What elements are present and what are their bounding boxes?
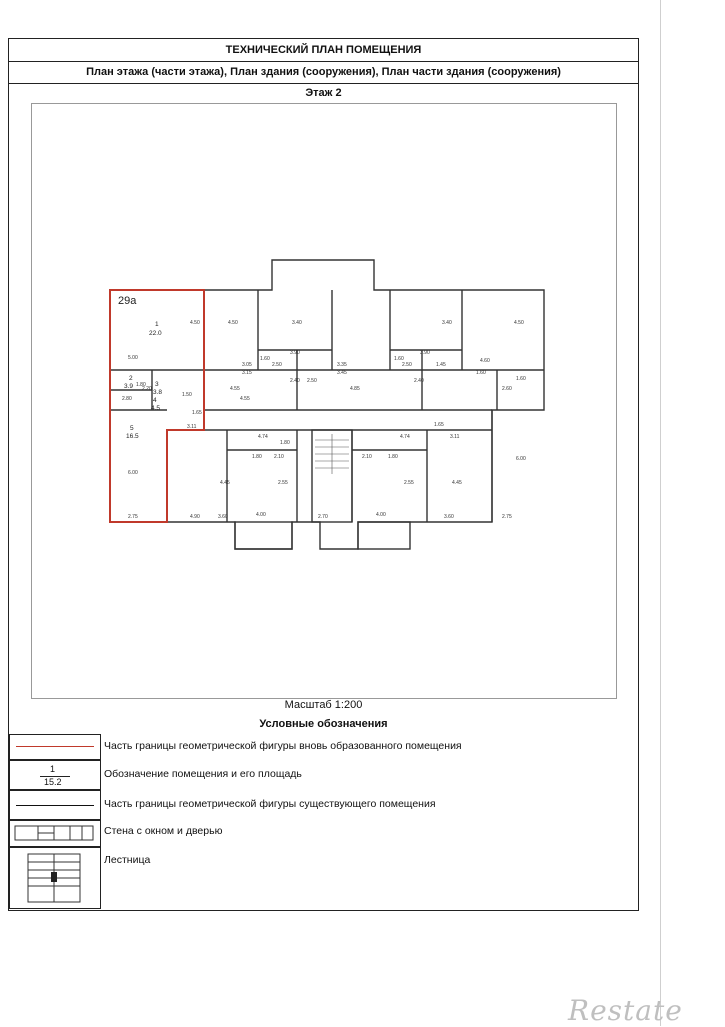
legend-label-room-area: Обозначение помещения и его площадь: [104, 768, 302, 780]
dimension-label: 1.80: [280, 440, 290, 446]
floor-plan-frame: [31, 103, 617, 699]
room-5-number: 5: [130, 425, 134, 432]
legend-label-existing-boundary: Часть границы геометрической фигуры существующего помещения: [104, 798, 436, 810]
dimension-label: 4.85: [350, 386, 360, 392]
legend-label-new-boundary: Часть границы геометрической фигуры вновь образованного помещения: [104, 740, 462, 752]
dimension-label: 3.45: [337, 370, 347, 376]
dimension-label: 2.70: [318, 514, 328, 520]
dimension-label: 4.55: [230, 386, 240, 392]
document-subtitle: План этажа (части этажа), План здания (сооружения), План части здания (сооружения): [9, 61, 638, 84]
dimension-label: 4.74: [400, 434, 410, 440]
unit-id-label: 29a: [118, 295, 137, 307]
legend-symbol-wall: [9, 820, 101, 847]
restate-watermark-logo: Restate: [568, 994, 683, 1027]
dimension-label: 4.50: [190, 320, 200, 326]
dimension-label: 3.11: [187, 424, 197, 430]
legend-room-area: 15.2: [44, 777, 62, 787]
room-2-area: 3.9: [124, 383, 134, 390]
dimension-label: 4.45: [220, 480, 230, 486]
legend-symbol-existing-boundary: [9, 790, 101, 820]
dimension-label: 2.40: [290, 378, 300, 384]
technical-plan-sheet: [8, 38, 639, 911]
room-3-number: 3: [155, 381, 159, 388]
legend-title: Условные обозначения: [259, 718, 388, 730]
dimension-label: 3.90: [290, 350, 300, 356]
dimension-label: 2.75: [502, 514, 512, 520]
dimension-label: 2.10: [274, 454, 284, 460]
dimension-label: 2.50: [307, 378, 317, 384]
dimension-label: 2.50: [272, 362, 282, 368]
adjacent-page-edge: [660, 0, 725, 1026]
dimension-label: 1.60: [476, 370, 486, 376]
dimension-label: 3.11: [450, 434, 460, 440]
room-1-number: 1: [155, 321, 159, 328]
dimension-label: 6.00: [516, 456, 526, 462]
dimension-label: 3.05: [242, 362, 252, 368]
dimension-label: 2.55: [404, 480, 414, 486]
floor-plan-drawing: [32, 104, 618, 700]
dimension-label: 3.40: [292, 320, 302, 326]
dimension-label: 1.60: [516, 376, 526, 382]
legend-room-number: 1: [50, 764, 56, 774]
document-title: ТЕХНИЧЕСКИЙ ПЛАН ПОМЕЩЕНИЯ: [9, 39, 638, 62]
dimension-label: 4.55: [240, 396, 250, 402]
room-2-number: 2: [129, 375, 133, 382]
dimension-label: 4.00: [376, 512, 386, 518]
room-5-area: 16.5: [126, 433, 139, 440]
dimension-label: 4.90: [190, 514, 200, 520]
dimension-label: 1.60: [394, 356, 404, 362]
dimension-label: 5.00: [128, 355, 138, 361]
floor-label: Этаж 2: [305, 87, 342, 99]
legend-label-wall: Стена с окном и дверью: [104, 825, 223, 837]
dimension-label: 2.75: [128, 514, 138, 520]
dimension-label: 4.50: [228, 320, 238, 326]
dimension-label: 2.10: [362, 454, 372, 460]
legend-label-staircase: Лестница: [104, 854, 151, 866]
dimension-label: 2.60: [502, 386, 512, 392]
dimension-label: 3.35: [337, 362, 347, 368]
dimension-label: 3.90: [420, 350, 430, 356]
dimension-label: 4.45: [452, 480, 462, 486]
scale-label: Масштаб 1:200: [284, 699, 363, 711]
dimension-label: 1.80: [252, 454, 262, 460]
dimension-label: 2.20: [142, 386, 152, 392]
dimension-label: 3.60: [444, 514, 454, 520]
dimension-label: 6.00: [128, 470, 138, 476]
dimension-label: 4.00: [256, 512, 266, 518]
room-4-area: 4.5: [151, 405, 161, 412]
dimension-label: 2.40: [414, 378, 424, 384]
dimension-label: 1.80: [388, 454, 398, 460]
dimension-label: 3.40: [442, 320, 452, 326]
dimension-label: 4.50: [514, 320, 524, 326]
dimension-label: 2.80: [122, 396, 132, 402]
dimension-label: 4.60: [480, 358, 490, 364]
room-1-area: 22.0: [149, 330, 162, 337]
dimension-label: 1.65: [434, 422, 444, 428]
dimension-label: 4.74: [258, 434, 268, 440]
legend-symbol-new-boundary: [9, 734, 101, 760]
dimension-label: 1.45: [436, 362, 446, 368]
dimension-label: 2.55: [278, 480, 288, 486]
dimension-label: 2.50: [402, 362, 412, 368]
legend-symbol-staircase: [9, 847, 101, 909]
staircase-icon: [10, 848, 100, 908]
dimension-label: 1.50: [182, 392, 192, 398]
dimension-label: 1.65: [192, 410, 202, 416]
dimension-label: 1.80: [136, 382, 146, 388]
dimension-label: 3.15: [242, 370, 252, 376]
room-3-area: 3.8: [153, 389, 163, 396]
dimension-label: 3.60: [218, 514, 228, 520]
room-4-number: 4: [153, 397, 157, 404]
dimension-label: 1.60: [260, 356, 270, 362]
legend-symbol-room-area: [9, 760, 101, 790]
